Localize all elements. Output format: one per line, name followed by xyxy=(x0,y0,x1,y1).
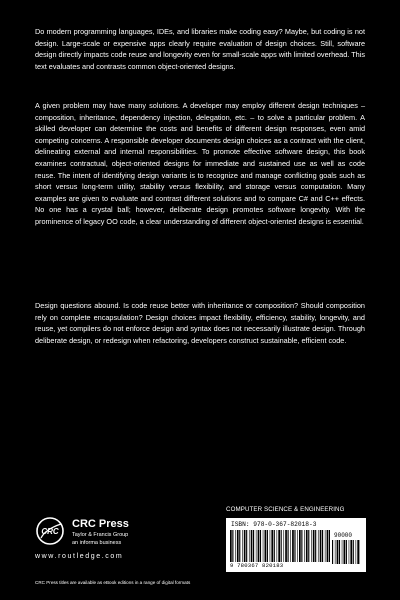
barcode-bar xyxy=(294,530,295,562)
barcode-bar xyxy=(313,530,315,562)
barcode-bar xyxy=(297,530,298,562)
barcode-bar xyxy=(237,530,239,562)
subject-category: COMPUTER SCIENCE & ENGINEERING xyxy=(226,506,345,513)
barcode-bar xyxy=(325,530,326,562)
barcode-bar xyxy=(356,540,357,564)
barcode-bar xyxy=(349,540,350,564)
publisher-name: CRC Press xyxy=(72,518,129,530)
barcode-bar xyxy=(267,530,268,562)
publisher-business: an informa business xyxy=(72,540,122,546)
barcode-bar xyxy=(230,530,232,562)
barcode-bar xyxy=(322,530,323,562)
barcode-bars xyxy=(230,530,330,562)
barcode-bar xyxy=(339,540,340,564)
barcode-bar xyxy=(235,530,236,562)
barcode-bar xyxy=(277,530,278,562)
barcode-bar xyxy=(292,530,294,562)
barcode-bar xyxy=(270,530,271,562)
barcode-bar xyxy=(232,530,233,562)
barcode-bar xyxy=(304,530,305,562)
barcode-bar xyxy=(251,530,253,562)
barcode-bar xyxy=(285,530,287,562)
blurb-paragraph-3: Design questions abound. Is code reuse better with inheritance or composition? Should composition rely on complete encapsulation? Design choices impact flexibility, efficiency, stability, longevity, and reuse, yet compilers do not enforce design and syntax does not necessarily illustrate design. Through deliberate design, or redesign when refactoring, developers construct sustainable, efficient code. xyxy=(35,301,365,345)
barcode-bar xyxy=(320,530,322,562)
barcode-bar xyxy=(335,540,336,564)
barcode-bar xyxy=(342,540,343,564)
barcode-bar xyxy=(315,530,316,562)
isbn-number: ISBN: 978-0-367-82018-3 xyxy=(231,521,317,528)
barcode-bar xyxy=(271,530,273,562)
isbn-barcode xyxy=(226,518,366,572)
barcode-bar xyxy=(281,530,282,562)
barcode-bar xyxy=(290,530,291,562)
barcode-bar xyxy=(288,530,289,562)
blurb-paragraph-1: Do modern programming languages, IDEs, and libraries make coding easy? Maybe, but coding is not design. Large-scale or expensive apps clearly require evaluation of design choices. Still, software design directly impacts code reuse and longevity even for small-scale apps with limited overhead. This text evaluates and contrasts common object-oriented designs. xyxy=(35,27,366,71)
ebook-note: CRC Press titles are available as eBook editions in a range of digital formats xyxy=(35,580,191,585)
barcode-bar xyxy=(278,530,280,562)
publisher-group: Taylor & Francis Group xyxy=(72,532,129,538)
price-barcode-bars xyxy=(332,540,360,564)
barcode-bar xyxy=(344,540,346,564)
barcode-bar xyxy=(299,530,301,562)
svg-text:CRC: CRC xyxy=(41,527,59,536)
crc-press-logo-icon xyxy=(35,516,65,546)
barcode-bar xyxy=(263,530,264,562)
barcode-bar xyxy=(346,540,347,564)
barcode-bar xyxy=(350,540,352,564)
barcode-bar xyxy=(265,530,267,562)
barcode-bar xyxy=(244,530,246,562)
price-code: 90000 xyxy=(334,532,353,539)
barcode-bar xyxy=(318,530,319,562)
blurb-paragraph-2: A given problem may have many solutions. A developer may employ different design techniques – composition, inheritance, dependency injection, delegation, etc. – to solve a particular problem. A skilled developer can determine the costs and benefits of different design responses, even amid competing concerns. A responsible developer documents design choices as a contract with the client, delineating external and internal responsibilities. To promote effective software design, this book examines contractual, object-oriented designs for immediate and sustained use as well as code reuse. The intent of identifying design variants is to recognize and manage conflicting goals such as short versus long-term utility, stability versus flexibility, and storage versus computation. Many examples are given to evaluate and contrast different solutions and to compare C# and C++ effects. No one has a crystal ball; however, deliberate design promotes software longevity. With the prominence of legacy OO code, a clear understanding of different object-oriented designs is essential. xyxy=(35,101,365,226)
barcode-bar xyxy=(283,530,284,562)
barcode-bar xyxy=(329,530,330,562)
barcode-bar xyxy=(242,530,243,562)
barcode-bar xyxy=(337,540,339,564)
barcode-bar xyxy=(246,530,247,562)
barcode-bar xyxy=(306,530,308,562)
barcode-bar xyxy=(311,530,312,562)
barcode-bar xyxy=(260,530,261,562)
barcode-bar xyxy=(274,530,275,562)
publisher-website: www.routledge.com xyxy=(35,553,124,560)
barcode-bar xyxy=(353,540,354,564)
barcode-bar xyxy=(308,530,309,562)
barcode-bar xyxy=(256,530,257,562)
barcode-bar xyxy=(239,530,240,562)
barcode-bar xyxy=(357,540,359,564)
barcode-bar xyxy=(253,530,254,562)
barcode-bar xyxy=(249,530,250,562)
barcode-bar xyxy=(258,530,260,562)
barcode-bar xyxy=(332,540,333,564)
barcode-bar xyxy=(327,530,329,562)
barcode-bar xyxy=(301,530,302,562)
barcode-digits: 9 780367 820183 xyxy=(230,562,284,569)
